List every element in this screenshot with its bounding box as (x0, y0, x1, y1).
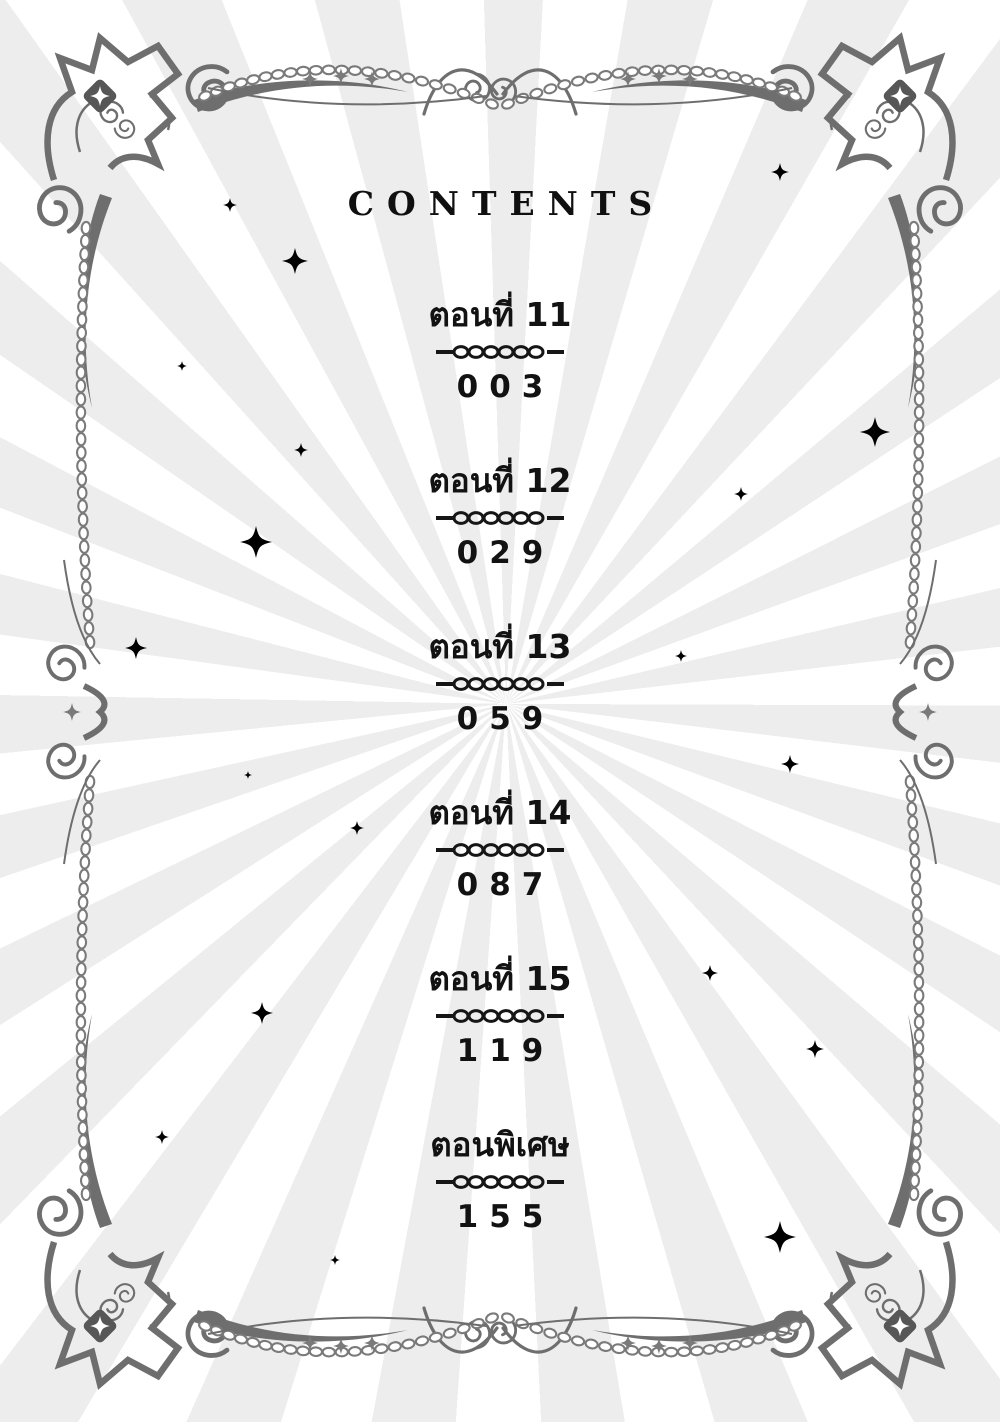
toc-entry-3 (0, 627, 1000, 737)
chain-divider-icon (436, 509, 564, 527)
chapter-page-number: 155 (456, 1199, 555, 1235)
chain-divider-icon (436, 675, 564, 693)
page-title: CONTENTS (347, 184, 666, 223)
chapter-page-number: 003 (456, 369, 555, 405)
chapter-label: ตอนที่ 13 (428, 627, 572, 666)
chapter-page-number: 087 (456, 867, 555, 903)
chain-divider-icon (436, 841, 564, 859)
chapter-label: ตอนพิเศษ (430, 1125, 570, 1164)
toc-entry-5 (0, 959, 1000, 1069)
chapter-label: ตอนที่ 14 (428, 793, 572, 832)
chapter-page-number: 119 (456, 1033, 555, 1069)
toc-entry-2 (0, 461, 1000, 571)
chain-divider-icon (436, 1007, 564, 1025)
toc-entry-1 (0, 295, 1000, 405)
chapter-page-number: 059 (456, 701, 555, 737)
chain-divider-icon (436, 343, 564, 361)
toc-entry-6 (0, 1125, 1000, 1235)
chapter-label: ตอนที่ 12 (428, 461, 572, 500)
chapter-label: ตอนที่ 15 (428, 959, 572, 998)
chain-divider-icon (436, 1173, 564, 1191)
chapter-label: ตอนที่ 11 (428, 295, 572, 334)
chapter-page-number: 029 (456, 535, 555, 571)
toc-entry-4 (0, 793, 1000, 903)
